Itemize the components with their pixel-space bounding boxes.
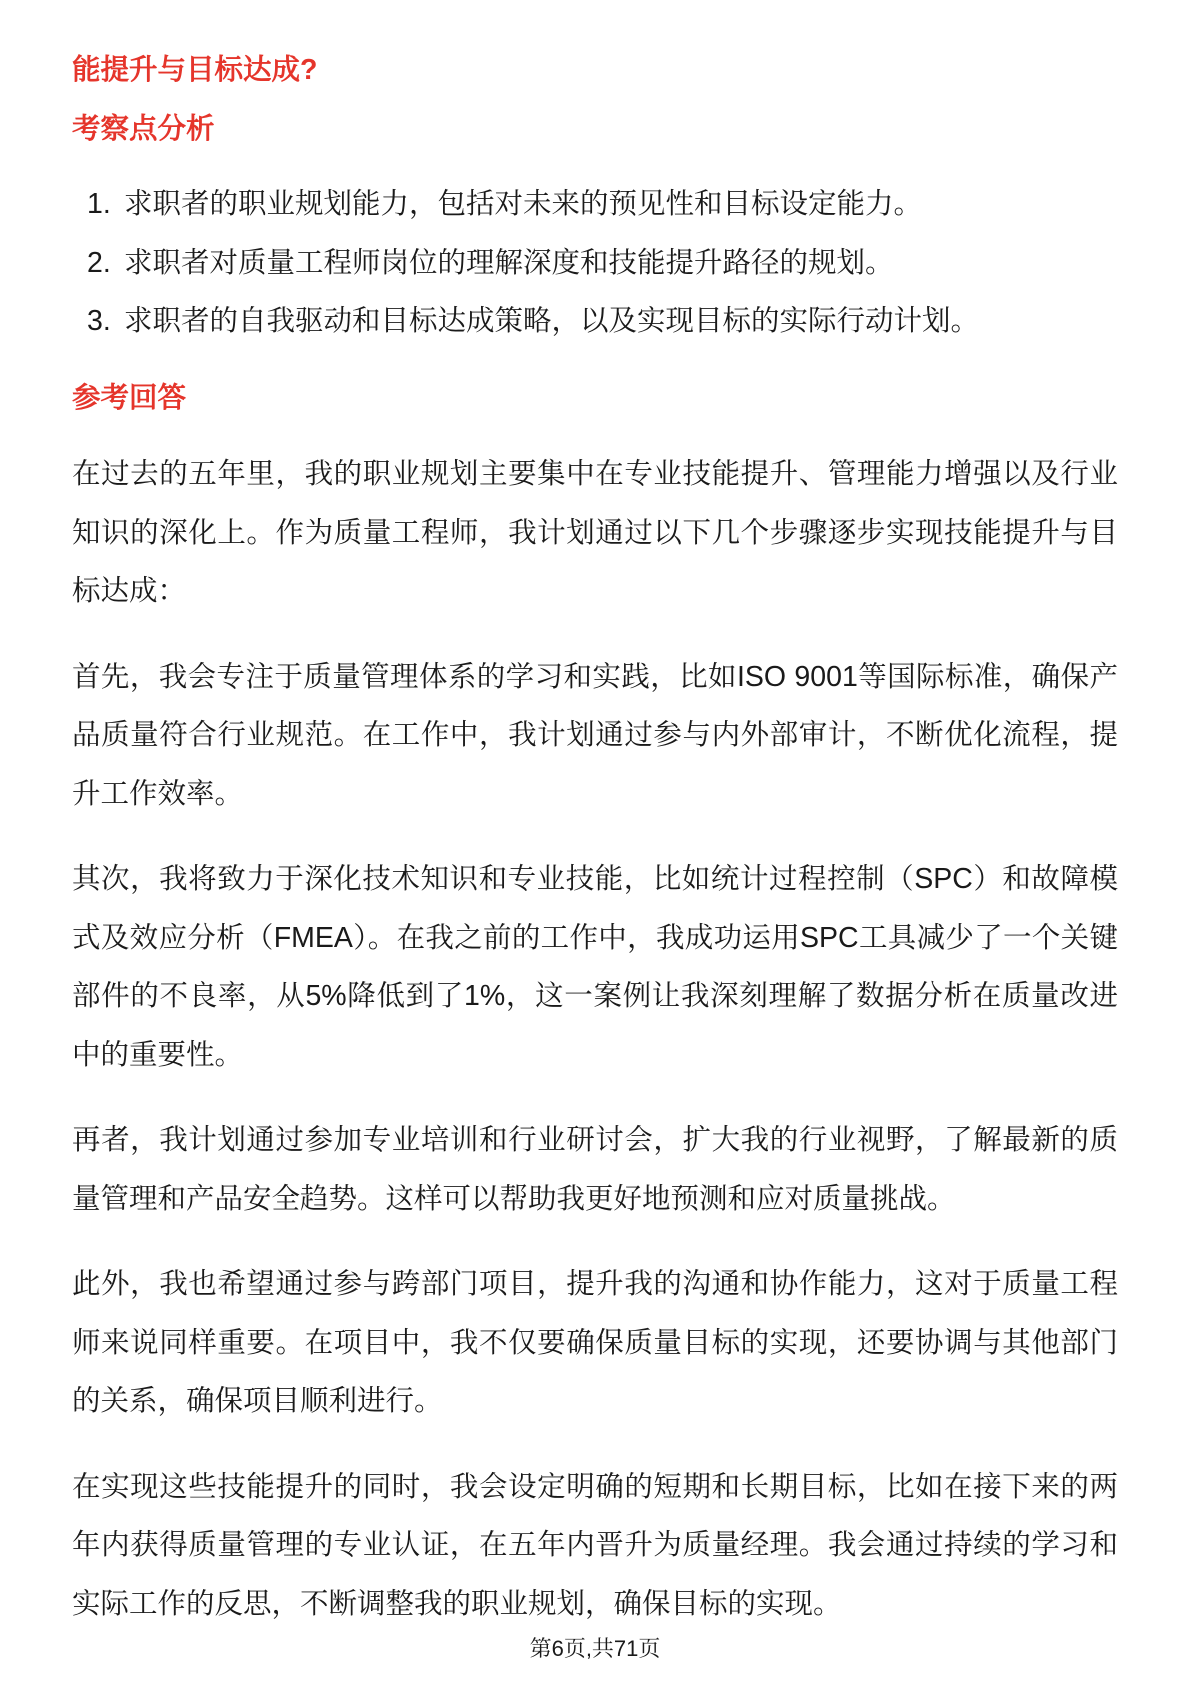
analysis-item-text: 求职者的职业规划能力，包括对未来的预见性和目标设定能力。 bbox=[124, 188, 923, 220]
analysis-item bbox=[72, 175, 1118, 234]
page-number-footer: 第6页,共71页 bbox=[529, 1636, 661, 1661]
analysis-item bbox=[72, 234, 1118, 293]
analysis-item-text: 求职者的自我驱动和目标达成策略，以及实现目标的实际行动计划。 bbox=[124, 305, 980, 337]
answer-paragraph: 首先，我会专注于质量管理体系的学习和实践，比如ISO 9001等国际标准，确保产品质量符合行业规范。在工作中，我计划通过参与内外部审计，不断优化流程，提升工作效率。 bbox=[72, 660, 1118, 810]
analysis-item-text: 求职者对质量工程师岗位的理解深度和技能提升路径的规划。 bbox=[124, 246, 894, 279]
list-number: 3. bbox=[87, 305, 111, 337]
answer-paragraph: 在过去的五年里，我的职业规划主要集中在专业技能提升、管理能力增强以及行业知识的深化上。作为质量工程师，我计划通过以下几个步骤逐步实现技能提升与目标达成： bbox=[72, 458, 1118, 607]
answer-paragraph: 此外，我也希望通过参与跨部门项目，提升我的沟通和协作能力，这对于质量工程师来说同样重要。在项目中，我不仅要确保质量目标的实现，还要协调与其他部门的关系，确保项目顺利进行。 bbox=[72, 1268, 1118, 1417]
answer-heading: 参考回答 bbox=[72, 381, 187, 414]
analysis-item bbox=[72, 292, 1118, 351]
document-body bbox=[72, 41, 1118, 1660]
answer-paragraph: 在实现这些技能提升的同时，我会设定明确的短期和长期目标，比如在接下来的两年内获得质量管理的专业认证，在五年内晋升为质量经理。我会通过持续的学习和实际工作的反思，不断调整我的职业规划，确保目标的实现。 bbox=[72, 1470, 1118, 1620]
answer-paragraph: 其次，我将致力于深化技术知识和专业技能，比如统计过程控制（SPC）和故障模式及效应分析（FMEA）。在我之前的工作中，我成功运用SPC工具减少了一个关键部件的不良率，从5%降低到了1%，这一案例让我深刻理解了数据分析在质量改进中的重要性。 bbox=[72, 863, 1118, 1071]
list-number: 2. bbox=[87, 246, 111, 279]
answer-paragraph: 再者，我计划通过参加专业培训和行业研讨会，扩大我的行业视野，了解最新的质量管理和产品安全趋势。这样可以帮助我更好地预测和应对质量挑战。 bbox=[72, 1124, 1118, 1215]
question-title-tail: 能提升与目标达成? bbox=[72, 54, 318, 86]
list-number: 1. bbox=[87, 188, 111, 220]
analysis-heading: 考察点分析 bbox=[72, 112, 215, 145]
analysis-list bbox=[72, 175, 1118, 351]
